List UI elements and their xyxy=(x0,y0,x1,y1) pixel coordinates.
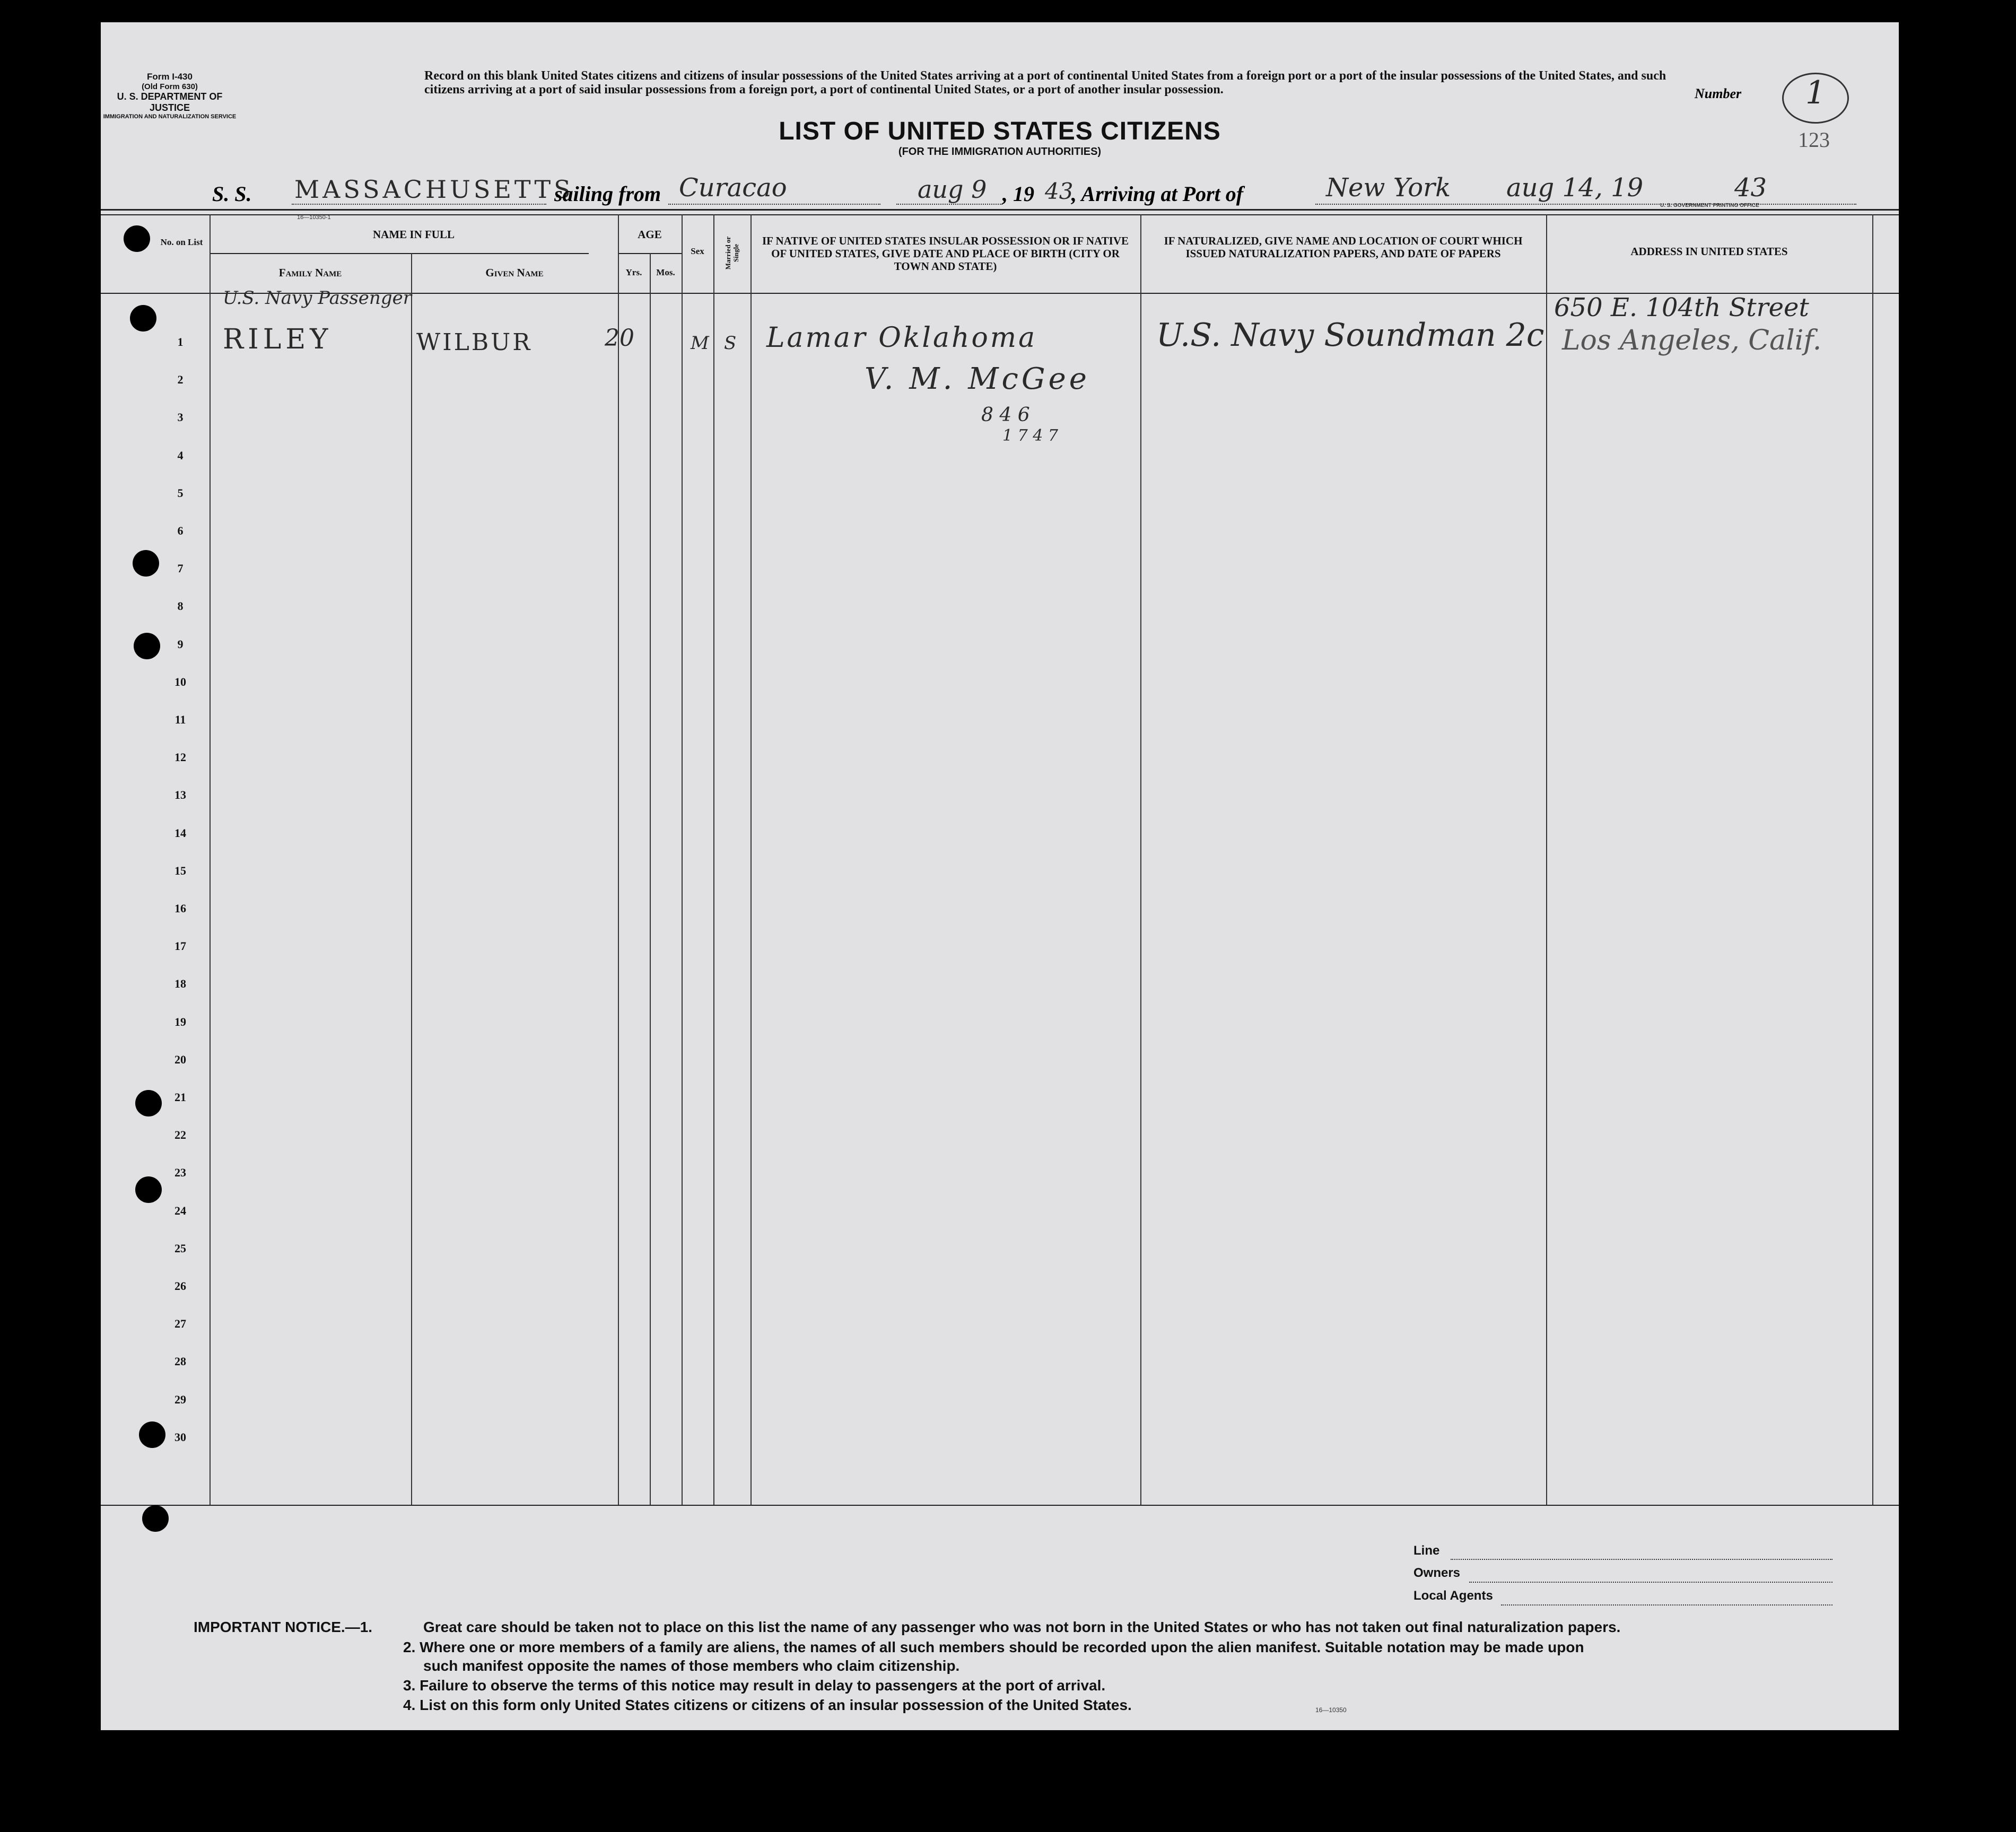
bottom-print-code: 16—10350 xyxy=(1315,1706,1347,1714)
from-port: Curacao xyxy=(679,173,787,203)
notice-item-1: Great care should be taken not to place on this list the name of any passenger who was not born in the United States or who has not taken out final naturalization papers. xyxy=(423,1619,1621,1635)
row-number: 20 xyxy=(174,1052,186,1066)
voyage-line xyxy=(212,165,1883,208)
entry-given-name: WILBUR xyxy=(416,329,533,356)
entry-address-line-2: Los Angeles, Calif. xyxy=(1562,325,1822,356)
arrive-year: 43 xyxy=(1734,173,1767,203)
service-name: IMMIGRATION AND NATURALIZATION SERVICE xyxy=(103,114,237,120)
manifest-sheet xyxy=(101,22,1899,1730)
entry-address-line-1: 650 E. 104th Street xyxy=(1554,293,1809,322)
old-form-number: (Old Form 630) xyxy=(142,82,198,91)
row-number: 12 xyxy=(174,751,186,764)
row-number: 1 xyxy=(177,335,184,348)
col-family-name: Family Name xyxy=(278,266,342,279)
row-number: 21 xyxy=(174,1091,186,1104)
row-number: 16 xyxy=(174,902,186,915)
row-number: 8 xyxy=(177,599,184,613)
row-number: 18 xyxy=(174,977,186,991)
row-number: 11 xyxy=(174,713,186,726)
notice-item-4: 4. List on this form only United States citizens or citizens of an insular possession of the United States. xyxy=(403,1697,1132,1713)
col-married-single: Married or Single xyxy=(724,236,740,270)
punch-hole xyxy=(135,1176,162,1203)
notice-heading: IMPORTANT NOTICE.—1. xyxy=(194,1619,373,1635)
row-number: 7 xyxy=(177,562,184,575)
notice-item-3: 3. Failure to observe the terms of this notice may result in delay to passengers at the port of arrival. xyxy=(403,1677,1106,1694)
top-print-code: 16—10350-1 xyxy=(297,214,331,221)
row-number: 9 xyxy=(177,637,184,651)
entry-age-years: 20 xyxy=(605,325,634,352)
row-number: 19 xyxy=(174,1015,186,1028)
entry-marital-status: S xyxy=(724,333,737,354)
row-number: 14 xyxy=(174,826,186,840)
col-naturalized: IF NATURALIZED, GIVE NAME AND LOCATION OF COURT WHICH ISSUED NATURALIZATION PAPERS, AND DATE OF PAPERS xyxy=(1164,234,1523,260)
form-subtitle: (FOR THE IMMIGRATION AUTHORITIES) xyxy=(898,146,1102,158)
col-address: ADDRESS IN UNITED STATES xyxy=(1630,245,1788,258)
form-number: Form I-430 xyxy=(147,72,193,82)
row-number: 28 xyxy=(174,1355,186,1368)
notice-item-2b: such manifest opposite the names of those members who claim citizenship. xyxy=(423,1657,960,1674)
row-number: 23 xyxy=(174,1166,186,1180)
row-number: 3 xyxy=(177,411,184,424)
navy-passenger-note: U.S. Navy Passenger xyxy=(223,287,412,309)
ss-label: S. S. xyxy=(212,182,252,206)
arriving-label: , Arriving at Port of xyxy=(1071,182,1244,206)
entry-annotation-1: 8 4 6 xyxy=(981,404,1030,426)
year-prefix: , 19 xyxy=(1002,182,1034,206)
depart-date: aug 9 xyxy=(918,175,987,204)
local-agents-label: Local Agents xyxy=(1413,1589,1493,1603)
form-instruction: Record on this blank United States citizens and citizens of insular possessions of the United States arriving at a port of continental United States from a foreign port or a port of the insular possessions of the United States, and such citizens arriving at a port of said insular possessions from a foreign port, a port of continental United States, or a port of another insular possession. xyxy=(424,69,1666,97)
row-number: 2 xyxy=(177,373,184,387)
col-age-mos: Mos. xyxy=(656,267,675,277)
list-number-value: 1 xyxy=(1782,73,1849,124)
col-no-on-list: No. on List xyxy=(160,237,203,247)
punch-hole xyxy=(142,1505,169,1532)
row-number: 29 xyxy=(174,1392,186,1406)
arrive-date: aug 14, 19 xyxy=(1506,173,1644,203)
ship-name: MASSACHUSETTS xyxy=(294,175,574,204)
row-number: 26 xyxy=(174,1279,186,1293)
entry-naturalized: U.S. Navy Soundman 2c xyxy=(1156,317,1544,354)
row-number: 13 xyxy=(174,788,186,802)
col-age: AGE xyxy=(638,228,662,241)
entry-sex: M xyxy=(691,333,709,354)
line-label: Line xyxy=(1413,1543,1440,1558)
punch-hole xyxy=(134,633,160,659)
row-number: 4 xyxy=(177,448,184,462)
entry-clerk-initials: V. M. McGee xyxy=(865,362,1090,396)
entry-birthplace: Lamar Oklahoma xyxy=(766,322,1037,354)
gpo-imprint: U. S. GOVERNMENT PRINTING OFFICE xyxy=(1660,203,1759,208)
form-id-block xyxy=(101,72,239,120)
arrive-port: New York xyxy=(1326,173,1451,203)
col-sex: Sex xyxy=(691,246,704,256)
col-age-yrs: Yrs. xyxy=(625,267,642,277)
row-number: 25 xyxy=(174,1241,186,1255)
row-number: 5 xyxy=(177,486,184,500)
col-given-name: Given Name xyxy=(485,266,544,279)
punch-hole xyxy=(124,225,150,252)
list-number-label: Number xyxy=(1695,86,1742,101)
row-number: 17 xyxy=(174,939,186,953)
punch-hole xyxy=(139,1421,165,1448)
row-number: 30 xyxy=(174,1430,186,1444)
row-number: 15 xyxy=(174,863,186,877)
row-number: 24 xyxy=(174,1203,186,1217)
row-number: 6 xyxy=(177,524,184,537)
sailing-label: sailing from xyxy=(554,182,661,206)
col-name-in-full: NAME IN FULL xyxy=(372,228,455,241)
notice-item-2a: 2. Where one or more members of a family are aliens, the names of all such members should be recorded upon the alien manifest. Suitable notation may be made upon xyxy=(403,1639,1584,1655)
entry-family-name: RILEY xyxy=(223,324,333,355)
row-number: 22 xyxy=(174,1128,186,1142)
department-name: U. S. DEPARTMENT OF JUSTICE xyxy=(117,91,223,113)
page-stamp: 123 xyxy=(1798,128,1830,152)
col-native-birthplace: IF NATIVE OF UNITED STATES INSULAR POSSESSION OR IF NATIVE OF UNITED STATES, GIVE DATE AND PLACE OF BIRTH (CITY OR TOWN AND STATE) xyxy=(762,234,1129,273)
punch-hole xyxy=(133,550,159,577)
depart-year: 43 xyxy=(1045,178,1074,204)
entry-annotation-2: 1 7 4 7 xyxy=(1002,426,1058,445)
punch-hole xyxy=(135,1090,162,1116)
row-number: 10 xyxy=(174,675,186,688)
form-title: LIST OF UNITED STATES CITIZENS xyxy=(779,117,1221,145)
row-number: 27 xyxy=(174,1317,186,1331)
owners-label: Owners xyxy=(1413,1566,1461,1580)
punch-hole xyxy=(130,305,156,331)
